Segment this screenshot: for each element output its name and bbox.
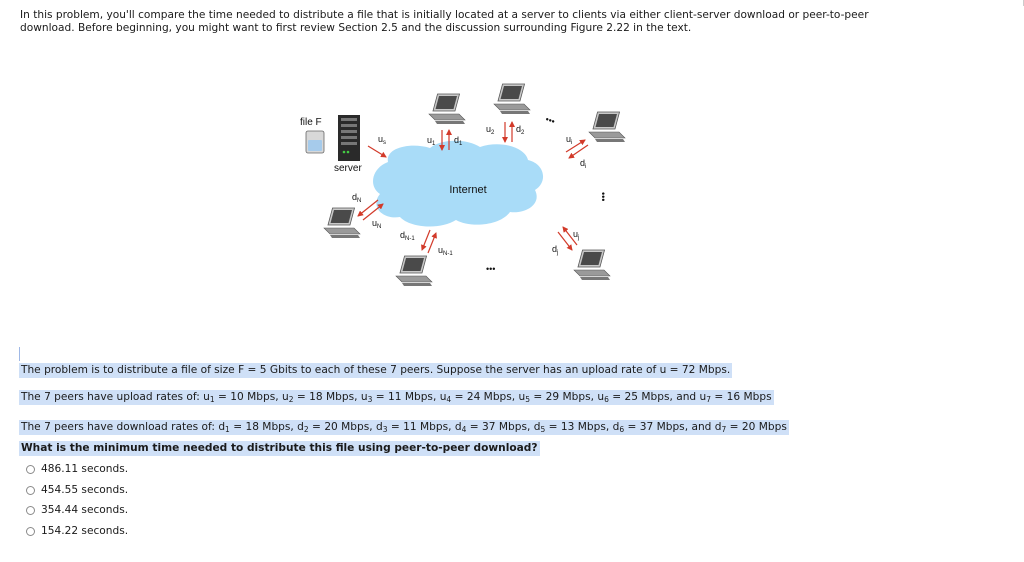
rate-value: 11 Mbps (403, 421, 449, 433)
rate-value: 13 Mbps (560, 421, 606, 433)
peer-n-1-down-arrow (422, 230, 430, 250)
rate-symbol: d (218, 421, 226, 433)
rate-subscript: 4 (446, 395, 452, 404)
rate-symbol: d (376, 421, 383, 433)
top-ellipsis: ••• (544, 113, 557, 127)
server-label: server (334, 163, 362, 174)
peer-n-1-up-arrow (428, 233, 436, 253)
rate-subscript: 4 (461, 425, 467, 434)
rate-value: 10 Mbps (230, 391, 276, 403)
rate-subscript: 7 (706, 395, 712, 404)
rate-subscript: 3 (367, 395, 373, 404)
peer-1-computer (429, 94, 465, 124)
peer-2-u-label: $u_2$ (486, 124, 495, 136)
rate-value: 11 Mbps (387, 391, 433, 403)
peer-2-d-label: $d_2$ (516, 124, 525, 136)
rate-symbol: u (597, 391, 605, 403)
server-icon (338, 115, 360, 161)
right-vertical-ellipsis: ••• (598, 192, 608, 202)
radio-button[interactable] (26, 506, 35, 515)
bottom-ellipsis: ••• (486, 264, 496, 274)
intro-text (20, 9, 1010, 35)
answer-option-2[interactable] (26, 484, 128, 496)
rate-value: 20 Mbps (324, 421, 370, 433)
peer-j-down-arrow (558, 232, 572, 250)
peer-n-1-u-label: $u_{N-1}$ (438, 245, 453, 257)
answer-option-label: 154.22 seconds. (41, 525, 129, 537)
file-icon (306, 131, 324, 153)
rate-symbol: u (439, 391, 447, 403)
rate-symbol: d (612, 421, 620, 433)
peer-j-computer (574, 250, 610, 280)
peer-j-u-label: $u_j$ (573, 229, 580, 241)
peer-i-computer (589, 112, 625, 142)
us-label: $u_s$ (378, 134, 387, 146)
question-text: What is the minimum time needed to distribute this file using peer-to-peer download? (21, 442, 538, 454)
peer-i-u-label: $u_i$ (566, 134, 573, 146)
answer-option-label: 454.55 seconds. (41, 484, 129, 496)
peer-2-computer (494, 84, 530, 114)
p2p-network-diagram (290, 82, 630, 302)
upload-rates: The 7 peers have upload rates of: $u_1 = 10$ Mbps, $u_2 = 18$ Mbps, $u_3 = 11$ Mbps, $u_4 = 24$ Mbps, $u_5 = 29$ Mbps, $u_6 = 25$ Mbps, and $u_7 = 16$ Mbps (21, 391, 772, 404)
download-rates-prefix: The 7 peers have download rates of: (21, 421, 219, 433)
answer-option-3[interactable] (26, 504, 128, 516)
intro-line-2: download. Before beginning, you might want to first review Section 2.5 and the discussion surrounding Figure 2.22 in the text. (20, 22, 692, 34)
answer-option-4[interactable] (26, 525, 128, 537)
rate-value: 18 Mbps (309, 391, 355, 403)
rate-subscript: 1 (225, 425, 230, 434)
upload-rates-prefix: The 7 peers have upload rates of: (21, 391, 204, 403)
rate-value: 37 Mbps (482, 421, 527, 433)
rate-value: 20 Mbps (741, 421, 787, 433)
radio-button[interactable] (26, 527, 35, 536)
problem-statement: The problem is to distribute a file of size F = 5 Gbits to each of these 7 peers. Suppose the server has an upload rate of u = 72 Mbps. (21, 364, 731, 376)
intro-line-1: In this problem, you'll compare the time needed to distribute a file that is initially located at a server to clients via either client-server download or peer-to-peer (20, 9, 869, 21)
peer-i-d-label: $d_i$ (580, 158, 587, 170)
peer-i-down-arrow (569, 145, 588, 158)
rate-symbol: d (297, 421, 304, 433)
rate-subscript: 2 (303, 425, 309, 434)
peer-n-computer (324, 208, 360, 238)
rate-value: 24 Mbps (466, 391, 512, 403)
answer-option-1[interactable] (26, 463, 128, 475)
rate-symbol: u (282, 391, 289, 403)
rate-subscript: 7 (721, 425, 727, 434)
answer-option-label: 486.11 seconds. (41, 463, 129, 475)
peer-j-d-label: $d_j$ (552, 244, 559, 256)
rate-symbol: u (518, 391, 526, 403)
rate-symbol: d (714, 421, 722, 433)
peer-n-d-label: $d_N$ (352, 192, 362, 204)
rate-symbol: u (203, 391, 210, 403)
rate-subscript: 6 (604, 395, 609, 404)
rate-subscript: 5 (540, 425, 546, 434)
rate-value: 37 Mbps (639, 421, 685, 433)
peer-n-1-d-label: $d_{N-1}$ (400, 230, 415, 242)
radio-button[interactable] (26, 486, 35, 495)
peer-n-u-label: $u_N$ (372, 218, 382, 230)
rate-value: 18 Mbps (245, 421, 291, 433)
rate-subscript: 6 (619, 425, 625, 434)
text-cursor (19, 347, 20, 361)
peer-n-1-computer (396, 256, 432, 286)
rate-value: 16 Mbps (726, 391, 772, 403)
peer-1-u-label: $u_1$ (427, 135, 436, 147)
rate-subscript: 3 (382, 425, 388, 434)
internet-label: Internet (449, 184, 487, 196)
file-f-label: file F (300, 117, 322, 128)
rate-subscript: 5 (525, 395, 531, 404)
rate-subscript: 1 (209, 395, 215, 404)
us-arrow (368, 146, 386, 157)
rate-symbol: u (360, 391, 368, 403)
rate-value: 25 Mbps (624, 391, 670, 403)
rate-symbol: d (454, 421, 462, 433)
rate-symbol: u (699, 391, 707, 403)
rate-value: 29 Mbps (545, 391, 591, 403)
rate-subscript: 2 (288, 395, 294, 404)
answer-option-label: 354.44 seconds. (41, 504, 129, 516)
download-rates: The 7 peers have download rates of: $d_1 = 18$ Mbps, $d_2 = 20$ Mbps, $d_3 = 11$ Mbps, $d_4 = 37$ Mbps, $d_5 = 13$ Mbps, $d_6 = 37$ Mbps, and $d_7 = 20$ Mbps (21, 421, 787, 434)
rate-symbol: d (533, 421, 541, 433)
peer-1-d-label: $d_1$ (454, 135, 463, 147)
radio-button[interactable] (26, 465, 35, 474)
